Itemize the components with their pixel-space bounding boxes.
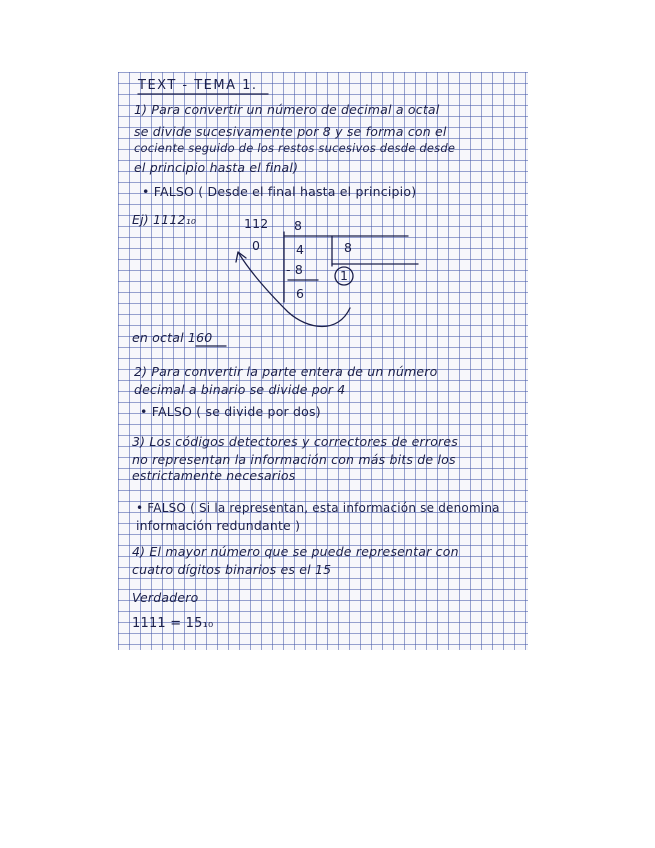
division-divisor-2: 8 xyxy=(344,240,353,255)
q1-line-4: el principio hasta el final) xyxy=(134,160,299,175)
q4-line-2: cuatro dígitos binarios es el 15 xyxy=(132,562,332,577)
division-divisor-1: 8 xyxy=(294,218,303,233)
q3-line-2: no representan la información con más bits de los xyxy=(132,452,456,467)
division-digit-4: 4 xyxy=(296,242,305,257)
q3-line-3: estrictamente necesarios xyxy=(132,468,296,483)
division-digit-6: 6 xyxy=(296,286,305,301)
q4-calculation: 1111 = 15₁₀ xyxy=(132,616,214,631)
q2-line-1: 2) Para convertir la parte entera de un número xyxy=(134,364,438,379)
q3-answer-line-2: información redundante ) xyxy=(136,518,301,533)
q3-answer-line-1: • FALSO ( Si la representan, esta información se denomina xyxy=(136,501,500,515)
q1-line-3: cociente seguido de los restos sucesivos desde desde xyxy=(134,141,456,155)
q3-line-1: 3) Los códigos detectores y correctores de errores xyxy=(132,434,459,449)
q2-answer: • FALSO ( se divide por dos) xyxy=(140,404,321,419)
division-dividend: 112 xyxy=(244,216,269,231)
q1-line-1: 1) Para convertir un número de decimal a octal xyxy=(134,102,440,117)
q1-answer: • FALSO ( Desde el final hasta el principio) xyxy=(142,184,417,199)
octal-result: en octal 160 xyxy=(132,330,213,345)
notebook-page xyxy=(118,72,528,650)
division-minus-8: - 8 xyxy=(286,262,304,277)
remainder-circle xyxy=(335,267,353,285)
q4-answer: Verdadero xyxy=(132,590,199,605)
handwriting-strokes xyxy=(118,72,528,650)
page-title: TEXT - TEMA 1. xyxy=(138,78,258,93)
division-remainder-circled: 1 xyxy=(340,268,349,283)
reading-arrow-curve xyxy=(238,252,350,327)
q4-line-1: 4) El mayor número que se puede representar con xyxy=(132,544,459,559)
q1-line-2: se divide sucesivamente por 8 y se forma con el xyxy=(134,124,447,139)
q2-line-2: decimal a binario se divide por 4 xyxy=(134,382,346,397)
example-label: Ej) 1112₁₀ xyxy=(132,212,197,227)
division-partial-0: 0 xyxy=(252,238,261,253)
